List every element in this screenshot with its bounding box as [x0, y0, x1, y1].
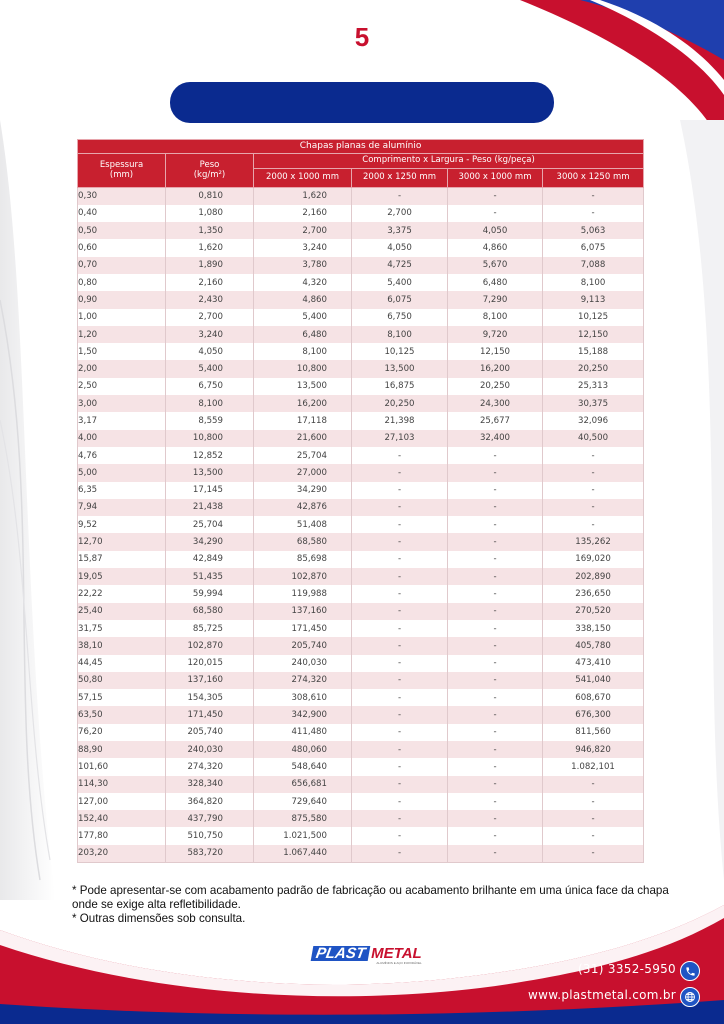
table-row	[78, 793, 644, 810]
cell-3000x1250: -	[543, 793, 644, 810]
cell-thickness: 3,00	[78, 395, 166, 412]
cell-2000x1000: 240,030	[254, 655, 352, 672]
table-row	[78, 533, 644, 550]
cell-weight: 328,340	[166, 776, 254, 793]
cell-2000x1000: 17,118	[254, 412, 352, 429]
cell-3000x1250: 8,100	[543, 274, 644, 291]
cell-2000x1250: -	[352, 516, 448, 533]
cell-2000x1000: 137,160	[254, 603, 352, 620]
header-size-3000x1000: 3000 x 1000 mm	[448, 169, 543, 188]
cell-2000x1000: 68,580	[254, 533, 352, 550]
table-row	[78, 516, 644, 533]
cell-3000x1000: -	[448, 516, 543, 533]
cell-thickness: 0,60	[78, 239, 166, 256]
cell-weight: 68,580	[166, 603, 254, 620]
cell-3000x1000: -	[448, 464, 543, 481]
cell-2000x1250: -	[352, 689, 448, 706]
cell-2000x1250: -	[352, 776, 448, 793]
cell-2000x1000: 21,600	[254, 430, 352, 447]
cell-weight: 0,810	[166, 188, 254, 205]
cell-thickness: 0,40	[78, 205, 166, 222]
cell-weight: 137,160	[166, 672, 254, 689]
cell-thickness: 44,45	[78, 655, 166, 672]
table-row	[78, 222, 644, 239]
table-row	[78, 585, 644, 602]
cell-weight: 1,080	[166, 205, 254, 222]
cell-3000x1000: 5,670	[448, 257, 543, 274]
cell-3000x1000: -	[448, 568, 543, 585]
cell-2000x1000: 13,500	[254, 378, 352, 395]
table-row	[78, 637, 644, 654]
cell-3000x1250: 135,262	[543, 533, 644, 550]
table-row	[78, 810, 644, 827]
cell-thickness: 31,75	[78, 620, 166, 637]
cell-3000x1250: 811,560	[543, 724, 644, 741]
cell-weight: 120,015	[166, 655, 254, 672]
cell-weight: 4,050	[166, 343, 254, 360]
table-row	[78, 378, 644, 395]
cell-weight: 8,559	[166, 412, 254, 429]
cell-2000x1000: 6,480	[254, 326, 352, 343]
cell-2000x1000: 4,860	[254, 291, 352, 308]
cell-3000x1250: 608,670	[543, 689, 644, 706]
header-thickness: Espessura (mm)	[78, 154, 166, 188]
contact-phone[interactable]: (31) 3352-5950	[577, 962, 676, 976]
table-caption: Chapas planas de alumínio	[78, 140, 644, 154]
cell-3000x1250: 236,650	[543, 585, 644, 602]
header-weight: Peso (kg/m²)	[166, 154, 254, 188]
cell-2000x1250: 27,103	[352, 430, 448, 447]
cell-thickness: 1,00	[78, 309, 166, 326]
cell-thickness: 203,20	[78, 845, 166, 862]
cell-3000x1250: -	[543, 482, 644, 499]
cell-3000x1000: 8,100	[448, 309, 543, 326]
cell-2000x1000: 51,408	[254, 516, 352, 533]
cell-2000x1250: 6,750	[352, 309, 448, 326]
cell-2000x1250: -	[352, 724, 448, 741]
table-row	[78, 326, 644, 343]
cell-thickness: 114,30	[78, 776, 166, 793]
table-row	[78, 482, 644, 499]
page-title: TABELAS DE PESOS E MEDIDAS	[204, 60, 520, 81]
contact-website[interactable]: www.plastmetal.com.br	[528, 988, 676, 1002]
table-row	[78, 205, 644, 222]
cell-2000x1250: -	[352, 568, 448, 585]
cell-3000x1000: 32,400	[448, 430, 543, 447]
footnote-finish: * Pode apresentar-se com acabamento padrão de fabricação ou acabamento brilhante em uma única face da chapa onde se exige alta refletibilidade.	[72, 884, 669, 911]
cell-3000x1000: -	[448, 706, 543, 723]
cell-3000x1250: -	[543, 188, 644, 205]
cell-2000x1000: 5,400	[254, 309, 352, 326]
cell-2000x1000: 875,580	[254, 810, 352, 827]
cell-3000x1250: 405,780	[543, 637, 644, 654]
cell-3000x1250: 338,150	[543, 620, 644, 637]
cell-thickness: 9,52	[78, 516, 166, 533]
cell-3000x1000: -	[448, 533, 543, 550]
cell-2000x1250: -	[352, 810, 448, 827]
cell-3000x1000: 25,677	[448, 412, 543, 429]
phone-icon[interactable]	[680, 961, 700, 981]
cell-2000x1000: 2,700	[254, 222, 352, 239]
globe-icon[interactable]	[680, 987, 700, 1007]
cell-thickness: 0,90	[78, 291, 166, 308]
cell-thickness: 12,70	[78, 533, 166, 550]
cell-2000x1000: 4,320	[254, 274, 352, 291]
cell-weight: 1,890	[166, 257, 254, 274]
cell-2000x1250: 4,725	[352, 257, 448, 274]
cell-3000x1000: 7,290	[448, 291, 543, 308]
cell-weight: 42,849	[166, 551, 254, 568]
cell-2000x1250: -	[352, 464, 448, 481]
cell-3000x1250: -	[543, 464, 644, 481]
cell-2000x1250: -	[352, 845, 448, 862]
table-row	[78, 188, 644, 205]
title-banner	[170, 82, 554, 123]
cell-2000x1000: 729,640	[254, 793, 352, 810]
cell-weight: 8,100	[166, 395, 254, 412]
cell-3000x1250: -	[543, 447, 644, 464]
cell-3000x1250: 9,113	[543, 291, 644, 308]
cell-3000x1250: 30,375	[543, 395, 644, 412]
plastmetal-logo	[312, 946, 422, 965]
cell-weight: 2,430	[166, 291, 254, 308]
cell-2000x1250: -	[352, 758, 448, 775]
cell-3000x1000: -	[448, 447, 543, 464]
cell-2000x1000: 1.021,500	[254, 827, 352, 844]
cell-thickness: 4,76	[78, 447, 166, 464]
cell-thickness: 76,20	[78, 724, 166, 741]
cell-2000x1000: 27,000	[254, 464, 352, 481]
cell-2000x1250: 8,100	[352, 326, 448, 343]
cell-3000x1250: -	[543, 776, 644, 793]
cell-2000x1250: 2,700	[352, 205, 448, 222]
cell-3000x1000: -	[448, 188, 543, 205]
weights-table	[77, 139, 644, 863]
cell-weight: 2,160	[166, 274, 254, 291]
cell-2000x1000: 3,780	[254, 257, 352, 274]
cell-2000x1000: 10,800	[254, 360, 352, 377]
cell-3000x1250: 15,188	[543, 343, 644, 360]
cell-thickness: 25,40	[78, 603, 166, 620]
cell-3000x1250: 676,300	[543, 706, 644, 723]
cell-3000x1000: -	[448, 585, 543, 602]
header-size-3000x1250: 3000 x 1250 mm	[543, 169, 644, 188]
table-row	[78, 655, 644, 672]
cell-3000x1250: 202,890	[543, 568, 644, 585]
cell-3000x1250: 1.082,101	[543, 758, 644, 775]
table-row	[78, 724, 644, 741]
cell-thickness: 152,40	[78, 810, 166, 827]
cell-2000x1000: 16,200	[254, 395, 352, 412]
cell-weight: 154,305	[166, 689, 254, 706]
cell-2000x1000: 171,450	[254, 620, 352, 637]
table-row	[78, 395, 644, 412]
cell-weight: 6,750	[166, 378, 254, 395]
cell-thickness: 4,00	[78, 430, 166, 447]
cell-2000x1250: -	[352, 706, 448, 723]
cell-3000x1000: 20,250	[448, 378, 543, 395]
cell-2000x1000: 102,870	[254, 568, 352, 585]
cell-3000x1250: -	[543, 499, 644, 516]
cell-2000x1000: 656,681	[254, 776, 352, 793]
cell-2000x1000: 3,240	[254, 239, 352, 256]
cell-2000x1000: 308,610	[254, 689, 352, 706]
cell-thickness: 101,60	[78, 758, 166, 775]
cell-3000x1000: -	[448, 741, 543, 758]
cell-3000x1250: 6,075	[543, 239, 644, 256]
cell-2000x1000: 205,740	[254, 637, 352, 654]
cell-2000x1250: -	[352, 603, 448, 620]
logo-tagline: ALUMÍNIOS E AÇO INOXIDÁVEL	[376, 961, 422, 965]
cell-thickness: 22,22	[78, 585, 166, 602]
cell-weight: 583,720	[166, 845, 254, 862]
cell-thickness: 1,50	[78, 343, 166, 360]
cell-weight: 364,820	[166, 793, 254, 810]
table-row	[78, 845, 644, 862]
cell-2000x1000: 119,988	[254, 585, 352, 602]
cell-3000x1000: -	[448, 551, 543, 568]
cell-3000x1000: -	[448, 724, 543, 741]
cell-weight: 1,620	[166, 239, 254, 256]
cell-thickness: 63,50	[78, 706, 166, 723]
cell-2000x1250: -	[352, 741, 448, 758]
table-row	[78, 309, 644, 326]
cell-weight: 25,704	[166, 516, 254, 533]
cell-3000x1250: 541,040	[543, 672, 644, 689]
table-body	[78, 188, 644, 863]
footnote-other-dimensions: * Outras dimensões sob consulta.	[72, 912, 246, 925]
cell-3000x1250: 10,125	[543, 309, 644, 326]
cell-2000x1000: 85,698	[254, 551, 352, 568]
weights-table-container	[77, 139, 643, 863]
cell-thickness: 177,80	[78, 827, 166, 844]
cell-3000x1250: 169,020	[543, 551, 644, 568]
cell-weight: 2,700	[166, 309, 254, 326]
cell-3000x1250: 40,500	[543, 430, 644, 447]
cell-weight: 59,994	[166, 585, 254, 602]
cell-2000x1250: -	[352, 585, 448, 602]
cell-3000x1000: 4,050	[448, 222, 543, 239]
cell-weight: 5,400	[166, 360, 254, 377]
cell-2000x1000: 34,290	[254, 482, 352, 499]
table-row	[78, 776, 644, 793]
table-row	[78, 291, 644, 308]
cell-2000x1250: 5,400	[352, 274, 448, 291]
cell-3000x1250: -	[543, 205, 644, 222]
cell-thickness: 19,05	[78, 568, 166, 585]
cell-2000x1250: -	[352, 447, 448, 464]
table-row	[78, 412, 644, 429]
cell-weight: 13,500	[166, 464, 254, 481]
cell-weight: 51,435	[166, 568, 254, 585]
header-size-2000x1000: 2000 x 1000 mm	[254, 169, 352, 188]
table-row	[78, 499, 644, 516]
cell-2000x1250: -	[352, 533, 448, 550]
cell-2000x1000: 548,640	[254, 758, 352, 775]
cell-3000x1000: -	[448, 793, 543, 810]
cell-3000x1000: -	[448, 637, 543, 654]
cell-2000x1000: 25,704	[254, 447, 352, 464]
table-row	[78, 758, 644, 775]
cell-2000x1000: 411,480	[254, 724, 352, 741]
cell-2000x1250: -	[352, 482, 448, 499]
cell-3000x1250: 32,096	[543, 412, 644, 429]
cell-thickness: 0,70	[78, 257, 166, 274]
cell-thickness: 0,50	[78, 222, 166, 239]
cell-2000x1250: 16,875	[352, 378, 448, 395]
cell-3000x1000: 4,860	[448, 239, 543, 256]
table-row	[78, 447, 644, 464]
cell-weight: 3,240	[166, 326, 254, 343]
cell-2000x1250: 6,075	[352, 291, 448, 308]
cell-weight: 102,870	[166, 637, 254, 654]
cell-2000x1250: -	[352, 499, 448, 516]
cell-3000x1250: 20,250	[543, 360, 644, 377]
cell-2000x1000: 274,320	[254, 672, 352, 689]
cell-2000x1250: 20,250	[352, 395, 448, 412]
cell-2000x1000: 1.067,440	[254, 845, 352, 862]
table-row	[78, 257, 644, 274]
cell-3000x1250: -	[543, 810, 644, 827]
cell-thickness: 3,17	[78, 412, 166, 429]
cell-3000x1000: -	[448, 776, 543, 793]
logo-plast: PLAST	[311, 946, 371, 961]
header-dimensions-group: Comprimento x Largura - Peso (kg/peça)	[254, 154, 644, 169]
cell-2000x1250: -	[352, 620, 448, 637]
cell-thickness: 38,10	[78, 637, 166, 654]
cell-2000x1250: -	[352, 551, 448, 568]
page-number: 5	[354, 22, 370, 52]
cell-3000x1000: -	[448, 499, 543, 516]
cell-thickness: 0,30	[78, 188, 166, 205]
cell-3000x1000: -	[448, 620, 543, 637]
cell-weight: 510,750	[166, 827, 254, 844]
cell-3000x1250: 12,150	[543, 326, 644, 343]
cell-thickness: 88,90	[78, 741, 166, 758]
cell-thickness: 50,80	[78, 672, 166, 689]
table-row	[78, 620, 644, 637]
cell-weight: 205,740	[166, 724, 254, 741]
cell-weight: 1,350	[166, 222, 254, 239]
cell-thickness: 5,00	[78, 464, 166, 481]
cell-3000x1250: 7,088	[543, 257, 644, 274]
cell-3000x1250: -	[543, 516, 644, 533]
logo-metal: METAL	[371, 945, 422, 962]
table-row	[78, 689, 644, 706]
cell-2000x1250: -	[352, 655, 448, 672]
table-row	[78, 551, 644, 568]
cell-3000x1000: 12,150	[448, 343, 543, 360]
cell-3000x1000: -	[448, 810, 543, 827]
cell-3000x1000: -	[448, 672, 543, 689]
table-row	[78, 568, 644, 585]
cell-3000x1250: -	[543, 827, 644, 844]
cell-thickness: 1,20	[78, 326, 166, 343]
table-row	[78, 741, 644, 758]
cell-thickness: 7,94	[78, 499, 166, 516]
cell-2000x1250: -	[352, 188, 448, 205]
table-row	[78, 603, 644, 620]
cell-3000x1000: 16,200	[448, 360, 543, 377]
cell-3000x1000: -	[448, 758, 543, 775]
cell-2000x1000: 342,900	[254, 706, 352, 723]
cell-thickness: 2,50	[78, 378, 166, 395]
table-row	[78, 464, 644, 481]
cell-thickness: 15,87	[78, 551, 166, 568]
cell-2000x1250: 10,125	[352, 343, 448, 360]
cell-3000x1250: 473,410	[543, 655, 644, 672]
cell-2000x1250: 13,500	[352, 360, 448, 377]
cell-thickness: 0,80	[78, 274, 166, 291]
cell-thickness: 6,35	[78, 482, 166, 499]
cell-weight: 85,725	[166, 620, 254, 637]
cell-3000x1000: -	[448, 827, 543, 844]
table-row	[78, 827, 644, 844]
cell-3000x1250: 946,820	[543, 741, 644, 758]
cell-weight: 437,790	[166, 810, 254, 827]
cell-2000x1250: -	[352, 793, 448, 810]
cell-weight: 240,030	[166, 741, 254, 758]
footnotes	[72, 884, 672, 926]
cell-weight: 171,450	[166, 706, 254, 723]
cell-weight: 274,320	[166, 758, 254, 775]
cell-weight: 10,800	[166, 430, 254, 447]
table-row	[78, 430, 644, 447]
cell-3000x1000: -	[448, 845, 543, 862]
header-size-2000x1250: 2000 x 1250 mm	[352, 169, 448, 188]
cell-3000x1250: 5,063	[543, 222, 644, 239]
cell-2000x1000: 42,876	[254, 499, 352, 516]
cell-thickness: 127,00	[78, 793, 166, 810]
cell-2000x1250: 3,375	[352, 222, 448, 239]
cell-2000x1000: 480,060	[254, 741, 352, 758]
cell-2000x1000: 1,620	[254, 188, 352, 205]
cell-2000x1250: 4,050	[352, 239, 448, 256]
cell-2000x1000: 2,160	[254, 205, 352, 222]
cell-3000x1000: -	[448, 482, 543, 499]
cell-weight: 12,852	[166, 447, 254, 464]
cell-3000x1250: 270,520	[543, 603, 644, 620]
table-row	[78, 274, 644, 291]
cell-weight: 17,145	[166, 482, 254, 499]
cell-thickness: 2,00	[78, 360, 166, 377]
table-row	[78, 343, 644, 360]
cell-3000x1000: 9,720	[448, 326, 543, 343]
table-row	[78, 706, 644, 723]
cell-weight: 34,290	[166, 533, 254, 550]
table-row	[78, 239, 644, 256]
cell-3000x1000: 24,300	[448, 395, 543, 412]
cell-3000x1250: -	[543, 845, 644, 862]
cell-2000x1000: 8,100	[254, 343, 352, 360]
cell-thickness: 57,15	[78, 689, 166, 706]
cell-3000x1000: -	[448, 655, 543, 672]
cell-2000x1250: 21,398	[352, 412, 448, 429]
cell-2000x1250: -	[352, 827, 448, 844]
cell-3000x1000: -	[448, 689, 543, 706]
table-row	[78, 672, 644, 689]
cell-3000x1000: -	[448, 603, 543, 620]
cell-2000x1250: -	[352, 637, 448, 654]
cell-3000x1000: -	[448, 205, 543, 222]
cell-weight: 21,438	[166, 499, 254, 516]
table-row	[78, 360, 644, 377]
cell-3000x1000: 6,480	[448, 274, 543, 291]
cell-2000x1250: -	[352, 672, 448, 689]
cell-3000x1250: 25,313	[543, 378, 644, 395]
